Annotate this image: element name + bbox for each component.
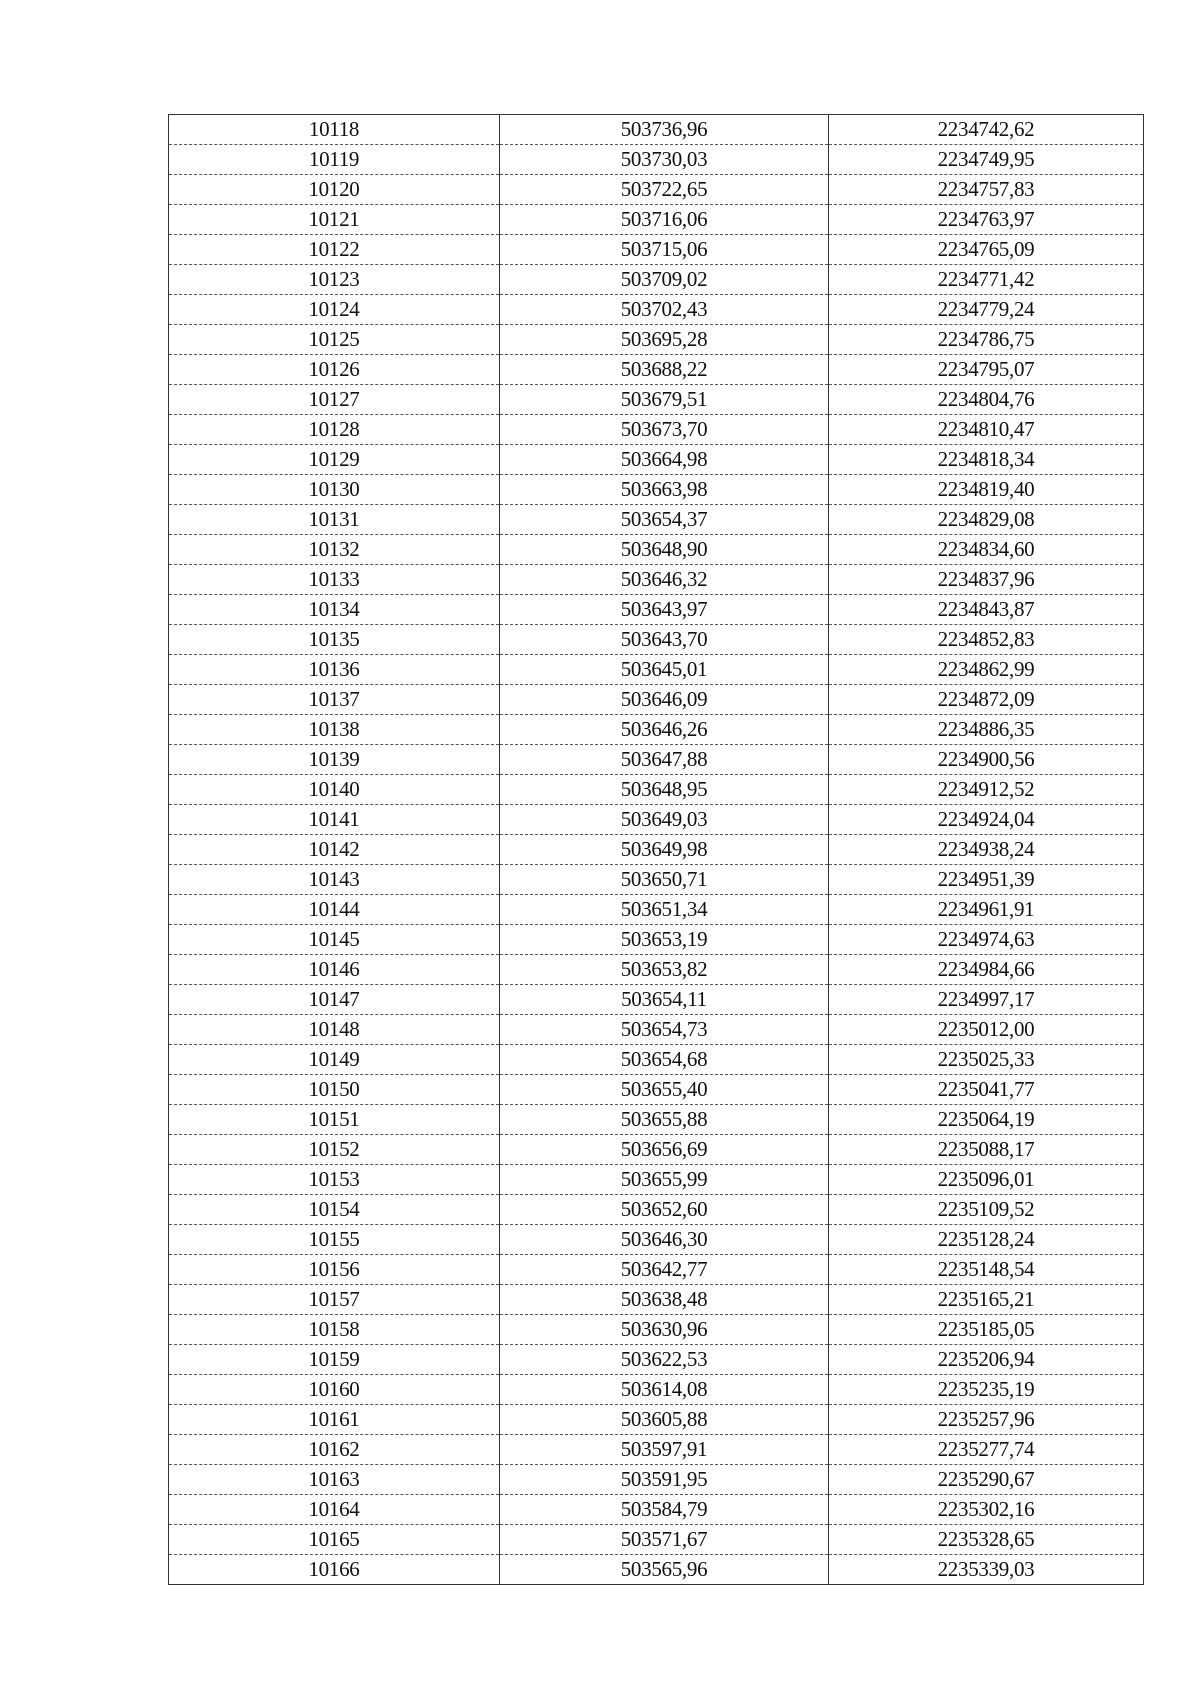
point-number-cell: 10154	[169, 1195, 500, 1225]
y-coordinate-cell: 2234819,40	[829, 475, 1144, 505]
table-row	[169, 565, 1144, 595]
table-row	[169, 205, 1144, 235]
x-coordinate-cell: 503651,34	[500, 895, 829, 925]
point-number-cell: 10157	[169, 1285, 500, 1315]
y-coordinate-cell: 2234818,34	[829, 445, 1144, 475]
x-coordinate-cell: 503655,99	[500, 1165, 829, 1195]
x-coordinate-cell: 503646,32	[500, 565, 829, 595]
y-coordinate-cell: 2235025,33	[829, 1045, 1144, 1075]
table-row	[169, 1375, 1144, 1405]
point-number-cell: 10166	[169, 1555, 500, 1585]
table-row	[169, 1525, 1144, 1555]
y-coordinate-cell: 2234795,07	[829, 355, 1144, 385]
table-row	[169, 145, 1144, 175]
point-number-cell: 10137	[169, 685, 500, 715]
x-coordinate-cell: 503649,03	[500, 805, 829, 835]
table-row	[169, 1225, 1144, 1255]
point-number-cell: 10144	[169, 895, 500, 925]
x-coordinate-cell: 503648,95	[500, 775, 829, 805]
table-row	[169, 1255, 1144, 1285]
point-number-cell: 10164	[169, 1495, 500, 1525]
point-number-cell: 10141	[169, 805, 500, 835]
coordinates-table	[168, 114, 1144, 1585]
y-coordinate-cell: 2235235,19	[829, 1375, 1144, 1405]
point-number-cell: 10165	[169, 1525, 500, 1555]
table-row	[169, 1405, 1144, 1435]
x-coordinate-cell: 503652,60	[500, 1195, 829, 1225]
x-coordinate-cell: 503654,68	[500, 1045, 829, 1075]
y-coordinate-cell: 2234771,42	[829, 265, 1144, 295]
x-coordinate-cell: 503655,88	[500, 1105, 829, 1135]
table-row	[169, 1015, 1144, 1045]
x-coordinate-cell: 503736,96	[500, 115, 829, 145]
y-coordinate-cell: 2234829,08	[829, 505, 1144, 535]
point-number-cell: 10153	[169, 1165, 500, 1195]
table-row	[169, 895, 1144, 925]
x-coordinate-cell: 503630,96	[500, 1315, 829, 1345]
x-coordinate-cell: 503673,70	[500, 415, 829, 445]
y-coordinate-cell: 2234984,66	[829, 955, 1144, 985]
y-coordinate-cell: 2235277,74	[829, 1435, 1144, 1465]
point-number-cell: 10125	[169, 325, 500, 355]
point-number-cell: 10128	[169, 415, 500, 445]
x-coordinate-cell: 503653,19	[500, 925, 829, 955]
table-row	[169, 1045, 1144, 1075]
table-row	[169, 415, 1144, 445]
point-number-cell: 10131	[169, 505, 500, 535]
point-number-cell: 10150	[169, 1075, 500, 1105]
x-coordinate-cell: 503655,40	[500, 1075, 829, 1105]
y-coordinate-cell: 2235185,05	[829, 1315, 1144, 1345]
table-row	[169, 175, 1144, 205]
table-row	[169, 775, 1144, 805]
y-coordinate-cell: 2234951,39	[829, 865, 1144, 895]
x-coordinate-cell: 503715,06	[500, 235, 829, 265]
coordinates-table-body	[169, 115, 1144, 1585]
y-coordinate-cell: 2234810,47	[829, 415, 1144, 445]
table-row	[169, 235, 1144, 265]
point-number-cell: 10129	[169, 445, 500, 475]
x-coordinate-cell: 503656,69	[500, 1135, 829, 1165]
point-number-cell: 10119	[169, 145, 500, 175]
y-coordinate-cell: 2235328,65	[829, 1525, 1144, 1555]
table-row	[169, 1195, 1144, 1225]
point-number-cell: 10147	[169, 985, 500, 1015]
table-row	[169, 1075, 1144, 1105]
y-coordinate-cell: 2234938,24	[829, 835, 1144, 865]
table-row	[169, 1495, 1144, 1525]
point-number-cell: 10122	[169, 235, 500, 265]
point-number-cell: 10118	[169, 115, 500, 145]
point-number-cell: 10152	[169, 1135, 500, 1165]
table-row	[169, 1105, 1144, 1135]
y-coordinate-cell: 2234974,63	[829, 925, 1144, 955]
x-coordinate-cell: 503571,67	[500, 1525, 829, 1555]
table-row	[169, 835, 1144, 865]
x-coordinate-cell: 503643,97	[500, 595, 829, 625]
x-coordinate-cell: 503645,01	[500, 655, 829, 685]
table-row	[169, 1465, 1144, 1495]
point-number-cell: 10130	[169, 475, 500, 505]
point-number-cell: 10163	[169, 1465, 500, 1495]
y-coordinate-cell: 2234763,97	[829, 205, 1144, 235]
y-coordinate-cell: 2235064,19	[829, 1105, 1144, 1135]
x-coordinate-cell: 503650,71	[500, 865, 829, 895]
y-coordinate-cell: 2234862,99	[829, 655, 1144, 685]
table-row	[169, 955, 1144, 985]
x-coordinate-cell: 503688,22	[500, 355, 829, 385]
table-row	[169, 985, 1144, 1015]
table-row	[169, 265, 1144, 295]
y-coordinate-cell: 2234843,87	[829, 595, 1144, 625]
table-row	[169, 1165, 1144, 1195]
table-row	[169, 1285, 1144, 1315]
x-coordinate-cell: 503646,30	[500, 1225, 829, 1255]
table-row	[169, 715, 1144, 745]
x-coordinate-cell: 503622,53	[500, 1345, 829, 1375]
y-coordinate-cell: 2235088,17	[829, 1135, 1144, 1165]
table-row	[169, 595, 1144, 625]
point-number-cell: 10156	[169, 1255, 500, 1285]
y-coordinate-cell: 2235148,54	[829, 1255, 1144, 1285]
point-number-cell: 10134	[169, 595, 500, 625]
y-coordinate-cell: 2235096,01	[829, 1165, 1144, 1195]
table-row	[169, 655, 1144, 685]
table-row	[169, 745, 1144, 775]
y-coordinate-cell: 2234804,76	[829, 385, 1144, 415]
y-coordinate-cell: 2234834,60	[829, 535, 1144, 565]
table-row	[169, 115, 1144, 145]
x-coordinate-cell: 503654,37	[500, 505, 829, 535]
table-row	[169, 1345, 1144, 1375]
table-row	[169, 295, 1144, 325]
table-row	[169, 535, 1144, 565]
y-coordinate-cell: 2234912,52	[829, 775, 1144, 805]
table-row	[169, 925, 1144, 955]
point-number-cell: 10126	[169, 355, 500, 385]
point-number-cell: 10142	[169, 835, 500, 865]
point-number-cell: 10158	[169, 1315, 500, 1345]
point-number-cell: 10155	[169, 1225, 500, 1255]
table-row	[169, 1315, 1144, 1345]
table-row	[169, 685, 1144, 715]
x-coordinate-cell: 503664,98	[500, 445, 829, 475]
x-coordinate-cell: 503649,98	[500, 835, 829, 865]
y-coordinate-cell: 2234786,75	[829, 325, 1144, 355]
x-coordinate-cell: 503653,82	[500, 955, 829, 985]
x-coordinate-cell: 503730,03	[500, 145, 829, 175]
y-coordinate-cell: 2234757,83	[829, 175, 1144, 205]
x-coordinate-cell: 503597,91	[500, 1435, 829, 1465]
table-row	[169, 625, 1144, 655]
point-number-cell: 10123	[169, 265, 500, 295]
y-coordinate-cell: 2235109,52	[829, 1195, 1144, 1225]
x-coordinate-cell: 503605,88	[500, 1405, 829, 1435]
table-row	[169, 355, 1144, 385]
x-coordinate-cell: 503722,65	[500, 175, 829, 205]
x-coordinate-cell: 503614,08	[500, 1375, 829, 1405]
table-row	[169, 1435, 1144, 1465]
table-row	[169, 475, 1144, 505]
x-coordinate-cell: 503565,96	[500, 1555, 829, 1585]
x-coordinate-cell: 503654,73	[500, 1015, 829, 1045]
x-coordinate-cell: 503646,26	[500, 715, 829, 745]
point-number-cell: 10124	[169, 295, 500, 325]
x-coordinate-cell: 503647,88	[500, 745, 829, 775]
y-coordinate-cell: 2234924,04	[829, 805, 1144, 835]
y-coordinate-cell: 2235206,94	[829, 1345, 1144, 1375]
x-coordinate-cell: 503695,28	[500, 325, 829, 355]
table-row	[169, 505, 1144, 535]
y-coordinate-cell: 2234779,24	[829, 295, 1144, 325]
table-row	[169, 325, 1144, 355]
point-number-cell: 10149	[169, 1045, 500, 1075]
x-coordinate-cell: 503643,70	[500, 625, 829, 655]
point-number-cell: 10143	[169, 865, 500, 895]
y-coordinate-cell: 2234872,09	[829, 685, 1144, 715]
point-number-cell: 10135	[169, 625, 500, 655]
point-number-cell: 10121	[169, 205, 500, 235]
point-number-cell: 10133	[169, 565, 500, 595]
table-row	[169, 385, 1144, 415]
y-coordinate-cell: 2234765,09	[829, 235, 1144, 265]
point-number-cell: 10151	[169, 1105, 500, 1135]
x-coordinate-cell: 503646,09	[500, 685, 829, 715]
table-row	[169, 445, 1144, 475]
point-number-cell: 10160	[169, 1375, 500, 1405]
point-number-cell: 10145	[169, 925, 500, 955]
point-number-cell: 10138	[169, 715, 500, 745]
point-number-cell: 10139	[169, 745, 500, 775]
y-coordinate-cell: 2235302,16	[829, 1495, 1144, 1525]
point-number-cell: 10159	[169, 1345, 500, 1375]
table-row	[169, 1555, 1144, 1585]
x-coordinate-cell: 503654,11	[500, 985, 829, 1015]
y-coordinate-cell: 2235128,24	[829, 1225, 1144, 1255]
y-coordinate-cell: 2234900,56	[829, 745, 1144, 775]
x-coordinate-cell: 503709,02	[500, 265, 829, 295]
point-number-cell: 10136	[169, 655, 500, 685]
x-coordinate-cell: 503663,98	[500, 475, 829, 505]
point-number-cell: 10162	[169, 1435, 500, 1465]
table-row	[169, 805, 1144, 835]
y-coordinate-cell: 2234997,17	[829, 985, 1144, 1015]
y-coordinate-cell: 2235339,03	[829, 1555, 1144, 1585]
y-coordinate-cell: 2234742,62	[829, 115, 1144, 145]
table-row	[169, 1135, 1144, 1165]
y-coordinate-cell: 2234961,91	[829, 895, 1144, 925]
x-coordinate-cell: 503638,48	[500, 1285, 829, 1315]
point-number-cell: 10132	[169, 535, 500, 565]
y-coordinate-cell: 2234852,83	[829, 625, 1144, 655]
y-coordinate-cell: 2234886,35	[829, 715, 1144, 745]
x-coordinate-cell: 503716,06	[500, 205, 829, 235]
x-coordinate-cell: 503679,51	[500, 385, 829, 415]
x-coordinate-cell: 503591,95	[500, 1465, 829, 1495]
point-number-cell: 10140	[169, 775, 500, 805]
y-coordinate-cell: 2235257,96	[829, 1405, 1144, 1435]
point-number-cell: 10127	[169, 385, 500, 415]
point-number-cell: 10161	[169, 1405, 500, 1435]
point-number-cell: 10148	[169, 1015, 500, 1045]
table-row	[169, 865, 1144, 895]
x-coordinate-cell: 503584,79	[500, 1495, 829, 1525]
y-coordinate-cell: 2234837,96	[829, 565, 1144, 595]
x-coordinate-cell: 503642,77	[500, 1255, 829, 1285]
point-number-cell: 10146	[169, 955, 500, 985]
x-coordinate-cell: 503648,90	[500, 535, 829, 565]
y-coordinate-cell: 2235041,77	[829, 1075, 1144, 1105]
point-number-cell: 10120	[169, 175, 500, 205]
y-coordinate-cell: 2235012,00	[829, 1015, 1144, 1045]
x-coordinate-cell: 503702,43	[500, 295, 829, 325]
y-coordinate-cell: 2235290,67	[829, 1465, 1144, 1495]
y-coordinate-cell: 2235165,21	[829, 1285, 1144, 1315]
y-coordinate-cell: 2234749,95	[829, 145, 1144, 175]
